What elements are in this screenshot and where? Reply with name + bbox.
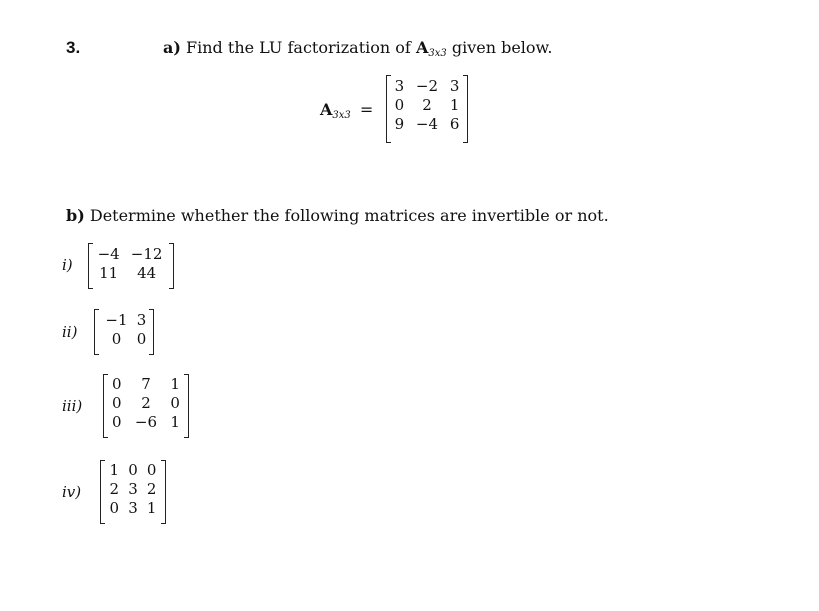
matrix-iv — [100, 460, 166, 524]
matrix-a-cell: −4 — [415, 115, 439, 133]
matrix-iii-cell: 0 — [112, 375, 122, 393]
matrix-iv-cell: 3 — [128, 499, 138, 517]
part-a-text-before: Find the LU factorization of — [186, 38, 411, 57]
matrix-ii — [94, 309, 154, 355]
matrix-iii-table — [108, 375, 184, 432]
matrix-i-cell: −12 — [130, 245, 163, 263]
part-b-heading — [66, 206, 609, 225]
matrix-iii-cell: 0 — [112, 394, 122, 412]
part-a-matrix-name: A — [415, 38, 429, 57]
matrix-ii-row — [99, 311, 149, 330]
matrix-i-cell: 11 — [99, 264, 119, 282]
matrix-ii-cell: −1 — [105, 311, 128, 329]
item-iv-label: iv) — [62, 483, 82, 501]
matrix-a-row — [391, 115, 463, 134]
equation-matrix-subscript: 3x3 — [332, 110, 351, 121]
matrix-i-cell: 44 — [137, 264, 157, 282]
question-number: 3. — [66, 38, 81, 57]
matrix-iv-table — [105, 461, 161, 518]
item-i-label: i) — [62, 256, 73, 274]
matrix-iv-cell: 3 — [128, 480, 138, 498]
matrix-iii-cell: −6 — [134, 413, 158, 431]
matrix-a-cell: 3 — [394, 77, 405, 95]
matrix-iii-cell: 1 — [170, 413, 180, 431]
matrix-i — [88, 243, 174, 289]
matrix-iv-row — [105, 499, 161, 518]
part-a-heading — [163, 38, 552, 59]
matrix-a-cell: 6 — [449, 115, 460, 133]
part-a-matrix-subscript: 3x3 — [428, 48, 447, 59]
matrix-iii — [103, 374, 189, 438]
matrix-iv-cell: 2 — [146, 480, 157, 498]
part-a-label: a) — [163, 38, 181, 57]
part-b-text: Determine whether the following matrices are invertible or not. — [89, 206, 609, 225]
matrix-iii-row — [108, 413, 184, 432]
matrix-iii-row — [108, 375, 184, 394]
matrix-iii-cell: 2 — [141, 394, 151, 412]
matrix-i-table — [93, 245, 169, 283]
matrix-a-cell: 1 — [449, 96, 460, 114]
part-a-equation-lhs — [320, 100, 373, 121]
matrix-iii-cell: 0 — [170, 394, 180, 412]
matrix-ii-cell: 3 — [136, 311, 147, 329]
part-a-text-after: given below. — [451, 38, 553, 57]
matrix-iv-cell: 2 — [109, 480, 120, 498]
matrix-ii-row — [99, 330, 149, 349]
matrix-i-row — [93, 264, 169, 283]
matrix-a — [386, 75, 468, 143]
matrix-ii-cell: 0 — [111, 330, 122, 348]
matrix-iv-cell: 1 — [146, 499, 157, 517]
matrix-iv-row — [105, 480, 161, 499]
matrix-a-cell: −2 — [415, 77, 439, 95]
matrix-ii-cell: 0 — [136, 330, 147, 348]
matrix-iii-cell: 1 — [170, 375, 180, 393]
matrix-iv-cell: 0 — [128, 461, 138, 479]
matrix-i-row — [93, 245, 169, 264]
part-b-label: b) — [66, 206, 85, 225]
matrix-a-cell: 2 — [422, 96, 432, 114]
matrix-a-table — [391, 77, 463, 134]
matrix-iii-cell: 7 — [141, 375, 151, 393]
matrix-a-cell: 0 — [394, 96, 405, 114]
matrix-iii-cell: 0 — [112, 413, 122, 431]
matrix-iii-row — [108, 394, 184, 413]
matrix-iv-cell: 1 — [109, 461, 120, 479]
matrix-ii-table — [99, 311, 149, 349]
item-ii-label: ii) — [62, 323, 78, 341]
matrix-a-row — [391, 96, 463, 115]
matrix-iv-row — [105, 461, 161, 480]
matrix-a-cell: 3 — [449, 77, 460, 95]
matrix-iv-cell: 0 — [146, 461, 157, 479]
matrix-a-cell: 9 — [394, 115, 405, 133]
equals-sign: = — [359, 100, 374, 119]
equation-matrix-name: A — [320, 100, 333, 119]
matrix-iv-cell: 0 — [109, 499, 120, 517]
matrix-i-cell: −4 — [97, 245, 120, 263]
matrix-a-row — [391, 77, 463, 96]
item-iii-label: iii) — [62, 397, 83, 415]
